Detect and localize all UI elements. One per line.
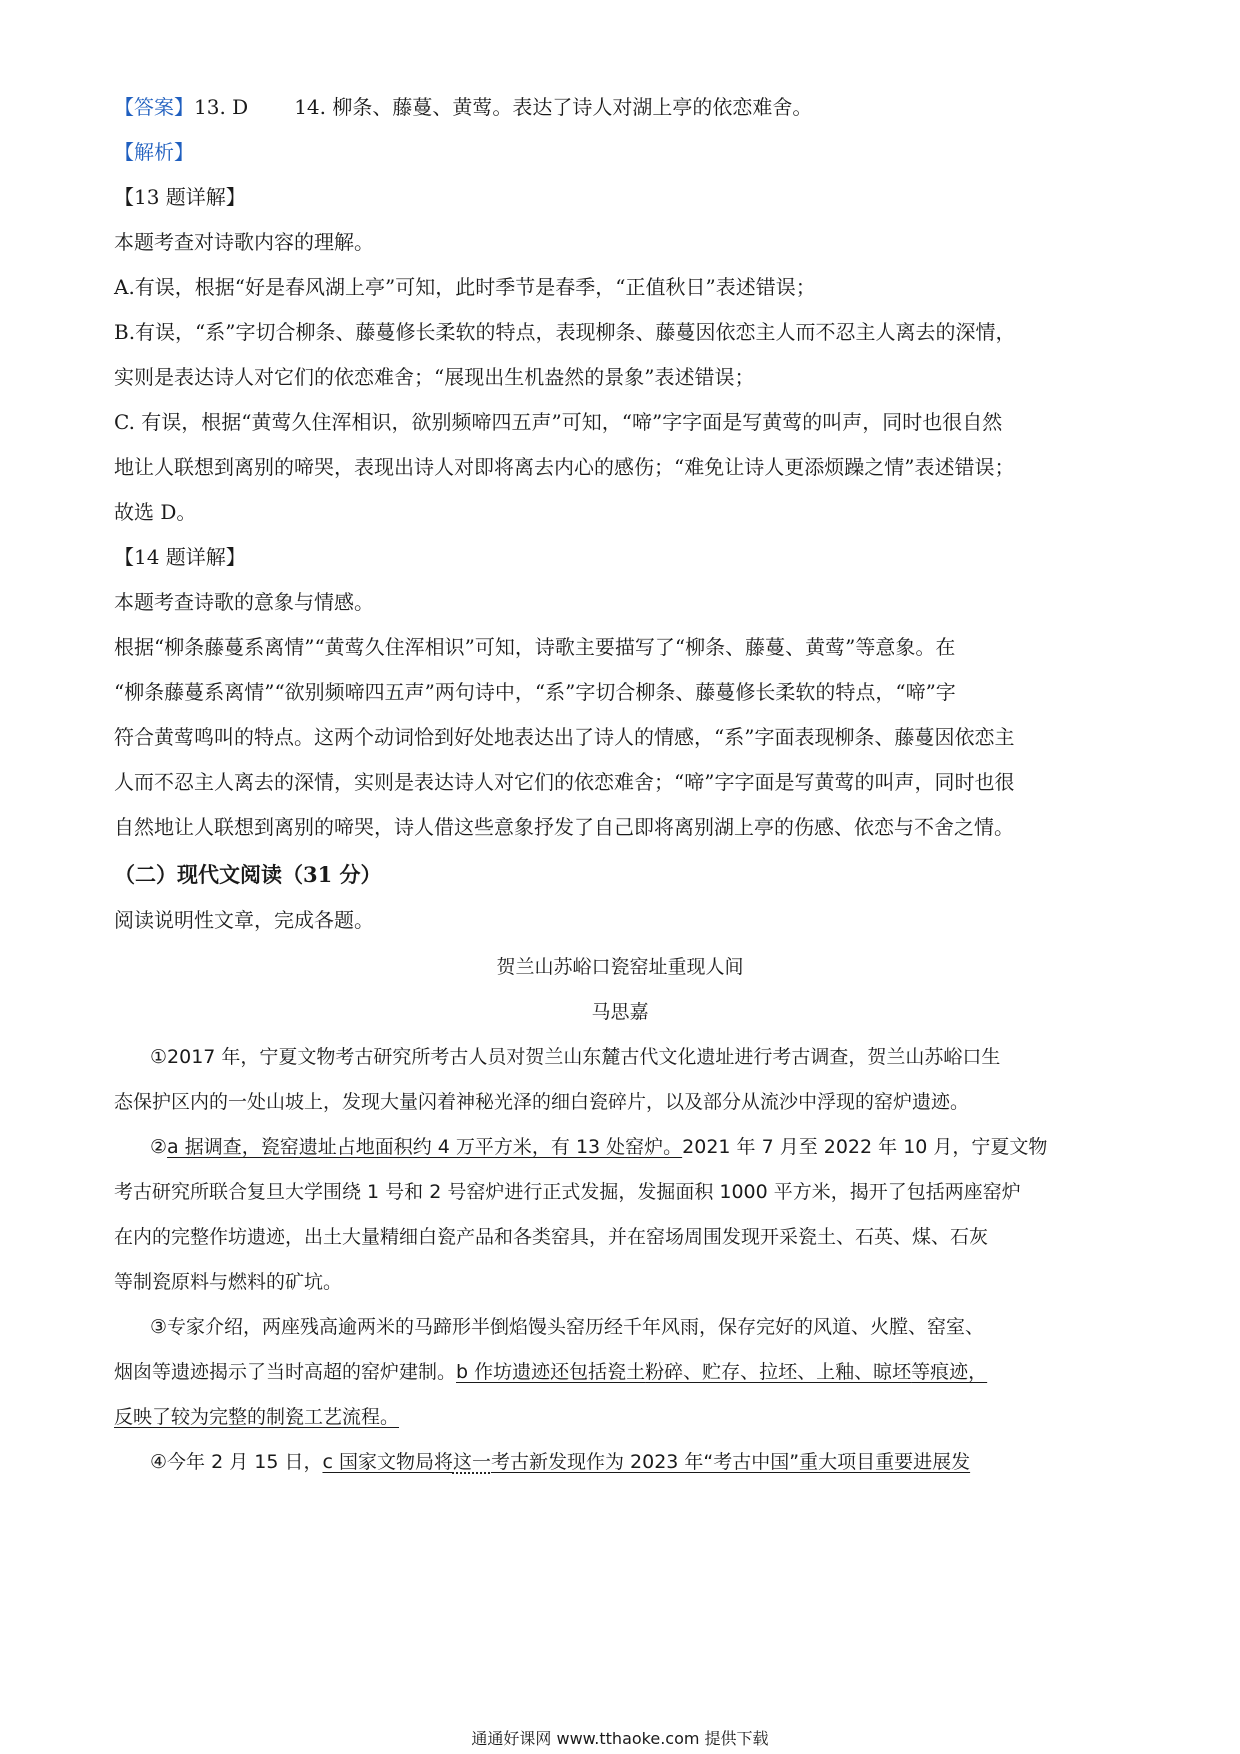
underlined-sentence-b: 等痕迹， [911,1361,988,1383]
article-paragraph-2-cont: 在内的完整作坊遗迹，出土大量精细白瓷产品和各类窑具，并在窑场周围发现开采瓷土、石英、煤、石灰 [114,1226,989,1248]
article-paragraph-3: ③专家介绍，两座残高逾两米的马蹄形半倒焰馒头窑历经千年风雨，保存完好的风道、火膛、窑室、 [150,1316,985,1338]
q13-line: 地让人联想到离别的啼哭，表现出诗人对即将离去内心的感伤；“难免让诗人更添烦躁之情”表述错误； [114,455,1015,479]
q14-line: 符合黄莺鸣叫的特点。这两个动词恰到好处地表达出了诗人的情感，“系”字面表现柳条、藤蔓因依恋主 [114,725,1015,749]
q13-line: C. 有误，根据“黄莺久住浑相识，欲别频啼四五声”可知，“啼”字字面是写黄莺的叫声，同时也很自然 [114,410,1003,434]
underlined-sentence-c: 考古新发现作为 2023 年“考古中国”重大项目重要进展发 [490,1451,971,1473]
article-paragraph-3-cont [114,1402,399,1432]
article-paragraph-2-cont: 考古研究所联合复旦大学围绕 1 号和 2 号窑炉进行正式发掘，发掘面积 1000 平方米，揭开了包括两座窑炉 [114,1181,1021,1203]
article-paragraph-4 [150,1447,970,1477]
paragraph-number: ② [150,1136,168,1158]
paragraph-text: 烟囱等遗迹揭示了当时高超的窑炉建制。 [114,1361,457,1383]
q13-line: A.有误，根据“好是春风湖上亭”可知，此时季节是春季，“正值秋日”表述错误； [114,275,816,299]
analysis-label: 【解析】 [114,140,194,164]
underlined-sentence-b: 反映了较为完整的制瓷工艺流程。 [114,1406,400,1428]
article-paragraph-2 [150,1132,1047,1162]
article-author: 马思嘉 [591,1001,649,1023]
article-paragraph-3-cont [114,1357,987,1387]
q14-line: 人而不忍主人离去的深情，实则是表达诗人对它们的依恋难舍；“啼”字字面是写黄莺的叫声，同时也很 [114,770,1015,794]
q14-line: “柳条藤蔓系离情”“欲别频啼四五声”两句诗中，“系”字切合柳条、藤蔓修长柔软的特点，“啼”字 [114,680,956,704]
article-title: 贺兰山苏峪口瓷窑址重现人间 [496,956,744,978]
answer-q14: 14. 柳条、藤蔓、黄莺。表达了诗人对湖上亭的依恋难舍。 [294,95,813,119]
article-paragraph-1-cont: 态保护区内的一处山坡上，发现大量闪着神秘光泽的细白瓷碎片，以及部分从流沙中浮现的窑炉遗迹。 [114,1091,970,1113]
q13-heading: 【13 题详解】 [114,185,246,209]
q13-line: 故选 D。 [114,500,197,524]
paragraph-text: 2021 年 7 月至 2022 年 10 月，宁夏文物 [682,1136,1048,1158]
q13-line: 本题考查对诗歌内容的理解。 [114,230,374,254]
article-paragraph-1: ①2017 年，宁夏文物考古研究所考古人员对贺兰山东麓古代文化遗址进行考古调查，贺兰山苏峪口生 [150,1046,1001,1068]
q14-line: 根据“柳条藤蔓系离情”“黄莺久住浑相识”可知，诗歌主要描写了“柳条、藤蔓、黄莺”等意象。在 [114,635,956,659]
q14-heading: 【14 题详解】 [114,545,246,569]
underlined-sentence-a: a 据调查，瓷窑遗址占地面积约 4 万平方米，有 13 处窑炉。 [167,1136,683,1158]
footer-credit: 通通好课网 www.tthaoke.com 提供下载 [471,1729,769,1748]
article-paragraph-2-cont: 等制瓷原料与燃料的矿坑。 [114,1271,343,1293]
q13-line: B.有误，“系”字切合柳条、藤蔓修长柔软的特点，表现柳条、藤蔓因依恋主人而不忍主人离去的深情， [114,320,1016,344]
section-instruction: 阅读说明性文章，完成各题。 [114,908,374,932]
q13-line: 实则是表达诗人对它们的依恋难舍；“展现出生机盎然的景象”表述错误； [114,365,755,389]
dotted-emphasis: 这一 [452,1451,491,1473]
q14-line: 本题考查诗歌的意象与情感。 [114,590,374,614]
answer-q13: 13. D [194,95,249,119]
paragraph-text: ④今年 2 月 15 日， [150,1451,323,1473]
answer-label: 【答案】 [114,95,194,119]
dotted-emphasis: 粉碎、贮存、拉坯、上釉、晾坯 [645,1361,912,1383]
answer-line [114,92,812,122]
underlined-sentence-c: c 国家文物局将 [322,1451,453,1473]
section-heading: （二）现代文阅读（31 分） [114,862,382,887]
q14-line: 自然地让人联想到离别的啼哭，诗人借这些意象抒发了自己即将离别湖上亭的伤感、依恋与不舍之情。 [114,815,1014,839]
underlined-sentence-b: b 作坊遗迹还包括瓷土 [456,1361,646,1383]
